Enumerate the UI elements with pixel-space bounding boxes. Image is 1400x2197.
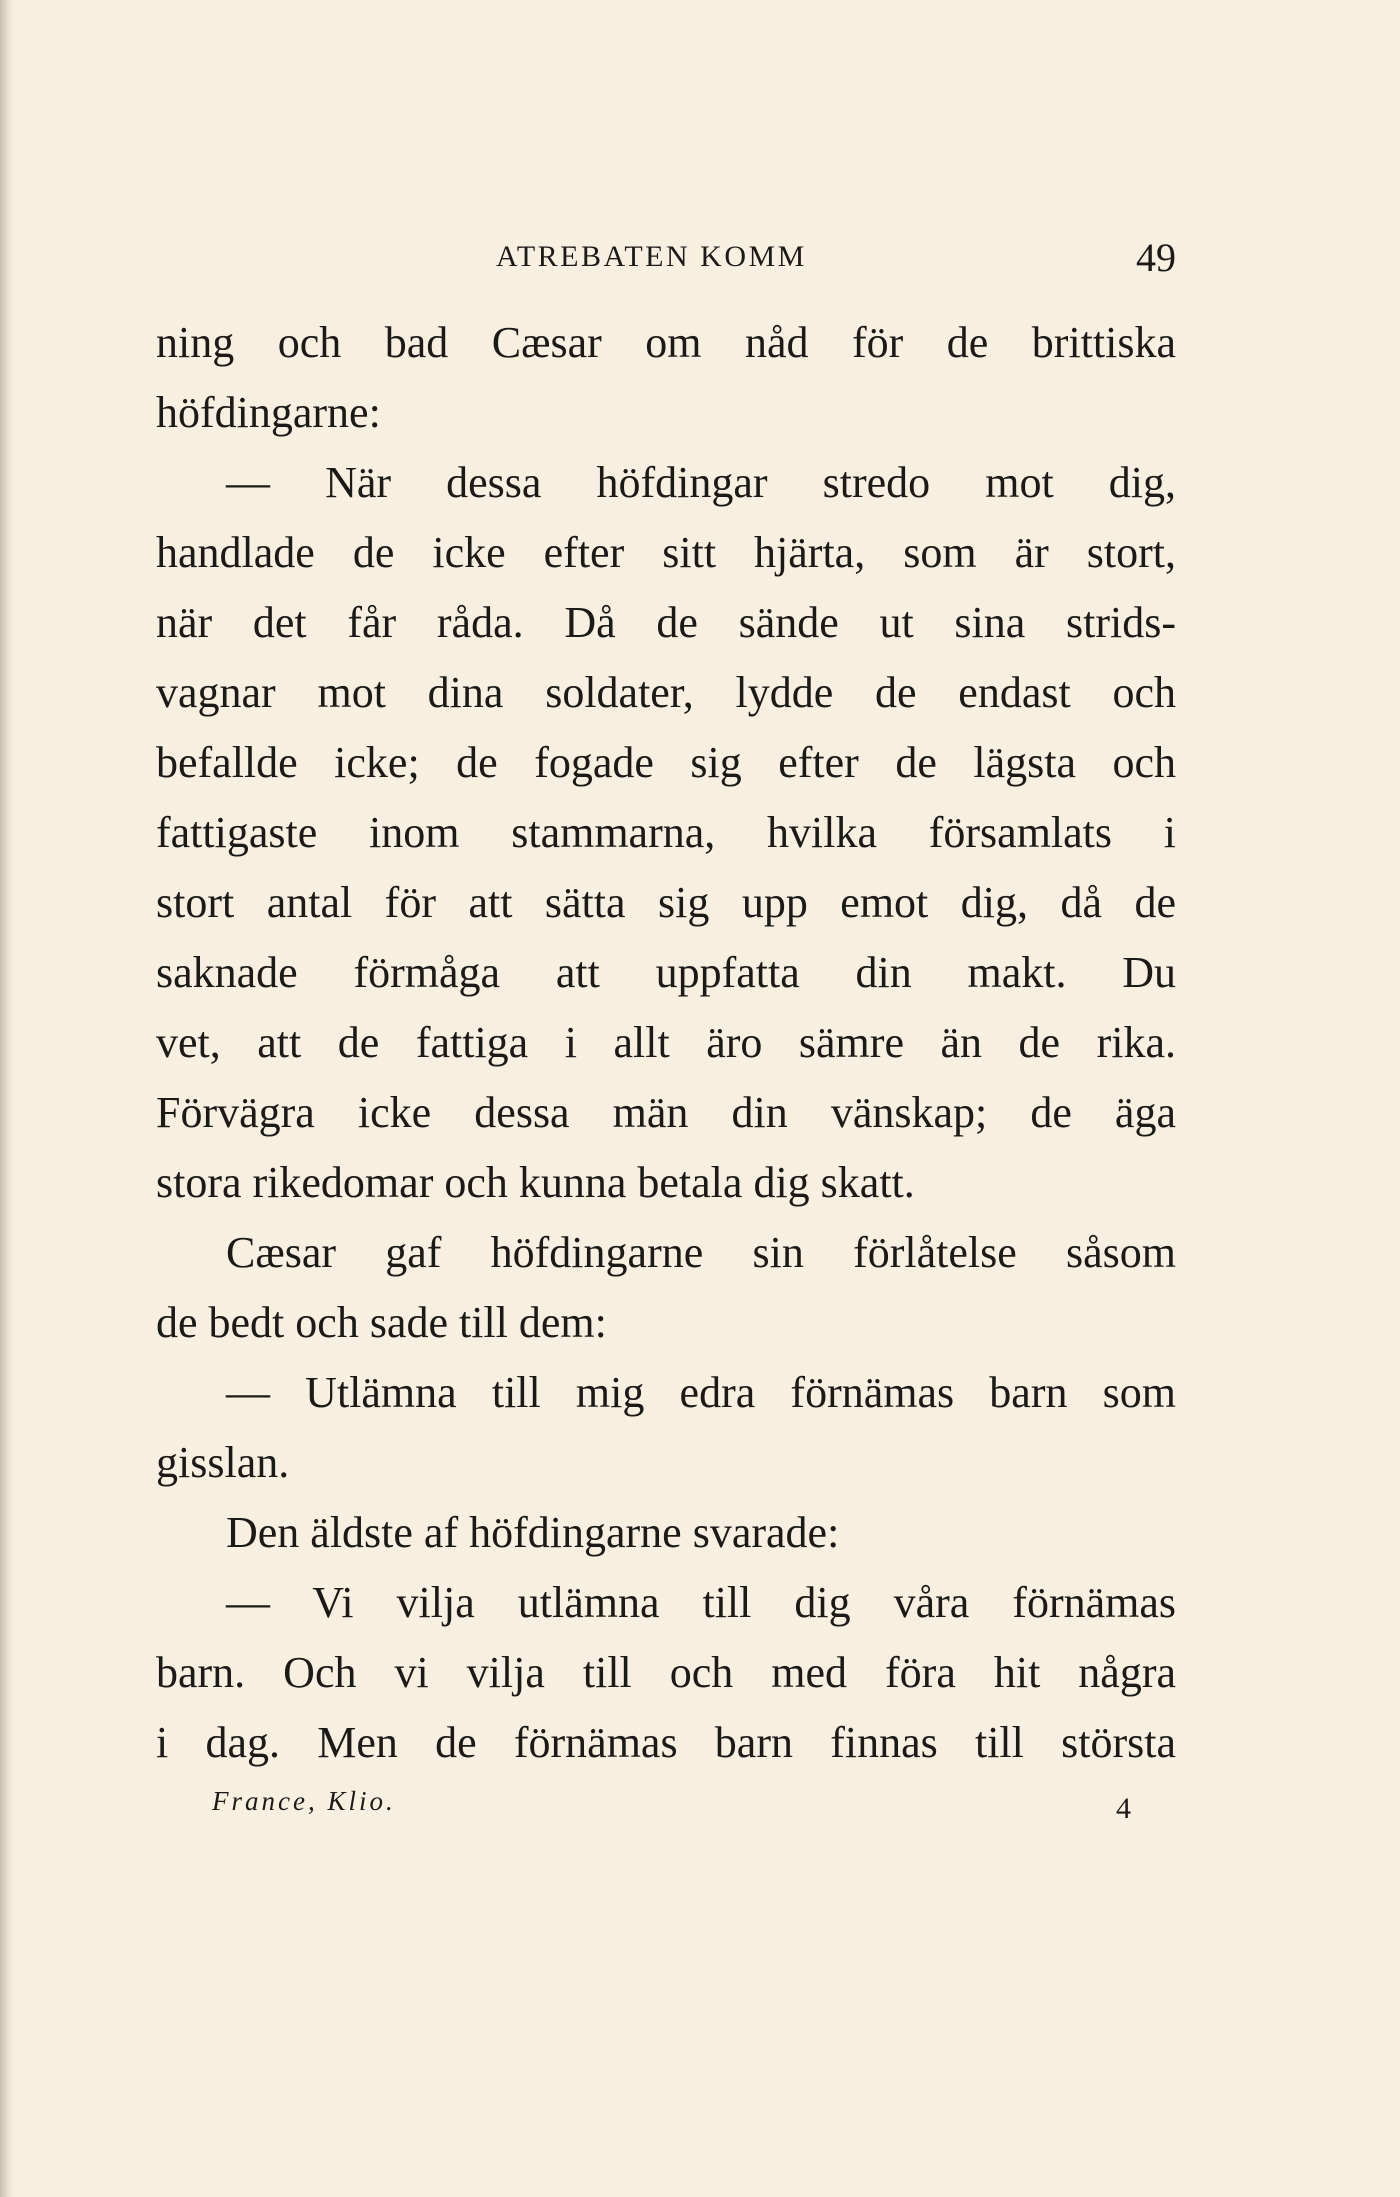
running-head: [156, 235, 1176, 288]
text-line: fattigaste inom stammarna, hvilka församlats i: [156, 808, 1176, 857]
text-line: — När dessa höfdingar stredo mot dig,: [226, 458, 1176, 507]
text-line: — Utlämna till mig edra förnämas barn som: [226, 1368, 1176, 1417]
page-number: 49: [1136, 235, 1176, 280]
page-edge-shadow: [0, 0, 14, 2197]
text-line: vet, att de fattiga i allt äro sämre än de rika.: [156, 1018, 1176, 1067]
text-line: höfdingarne:: [156, 388, 381, 437]
text-line: stora rikedomar och kunna betala dig skatt.: [156, 1158, 915, 1207]
running-head-title: ATREBATEN KOMM: [496, 240, 807, 273]
text-line: i dag. Men de förnämas barn finnas till största: [156, 1718, 1176, 1767]
text-line: de bedt och sade till dem:: [156, 1298, 607, 1347]
text-line: stort antal för att sätta sig upp emot dig, då de: [156, 878, 1176, 927]
text-line: barn. Och vi vilja till och med föra hit några: [156, 1648, 1176, 1697]
text-line: befallde icke; de fogade sig efter de lägsta och: [156, 738, 1176, 787]
text-line: Den äldste af höfdingarne svarade:: [226, 1508, 840, 1557]
text-line: när det får råda. Då de sände ut sina strids-: [156, 598, 1176, 647]
text-line: vagnar mot dina soldater, lydde de endast och: [156, 668, 1176, 717]
signature-number: 4: [1116, 1792, 1131, 1825]
body-text: [156, 308, 1176, 1778]
text-line: ning och bad Cæsar om nåd för de brittiska: [156, 318, 1176, 367]
signature-mark: France, Klio.: [212, 1786, 396, 1816]
text-line: Cæsar gaf höfdingarne sin förlåtelse såsom: [226, 1228, 1176, 1277]
text-line: handlade de icke efter sitt hjärta, som är stort,: [156, 528, 1176, 577]
text-line: saknade förmåga att uppfatta din makt. Du: [156, 948, 1176, 997]
text-line: — Vi vilja utlämna till dig våra förnämas: [226, 1578, 1176, 1627]
text-line: gisslan.: [156, 1438, 290, 1487]
page-footer: [156, 1784, 1176, 1834]
text-line: Förvägra icke dessa män din vänskap; de äga: [156, 1088, 1176, 1137]
